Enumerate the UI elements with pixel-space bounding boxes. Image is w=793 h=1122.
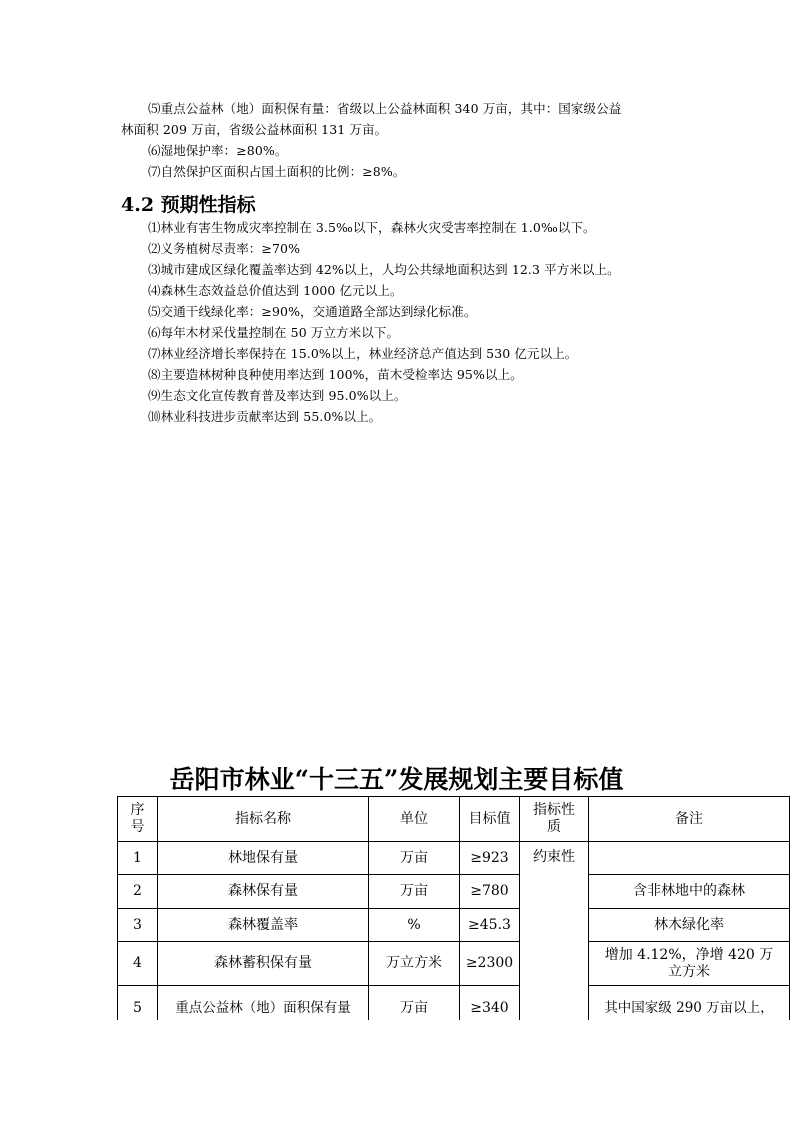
expected-item: ⑻主要造林树种良种使用率达到 100%，苗木受检率达 95%以上。 bbox=[148, 367, 523, 382]
header-nature: 指标性 质 bbox=[520, 797, 589, 842]
table-row bbox=[118, 875, 790, 909]
table-header-row bbox=[118, 797, 790, 842]
cell-target: ≥45.3 bbox=[460, 909, 520, 942]
paragraph-5-line1: ⑸重点公益林（地）面积保有量：省级以上公益林面积 340 万亩，其中：国家级公益 bbox=[148, 101, 622, 116]
cell-seq: 3 bbox=[118, 909, 158, 942]
cell-target: ≥923 bbox=[460, 842, 520, 875]
cell-target: ≥340 bbox=[460, 986, 520, 1021]
cell-unit: 万立方米 bbox=[369, 942, 460, 986]
cell-remark: 林木绿化率 bbox=[589, 909, 790, 942]
table-row bbox=[118, 986, 790, 1021]
table-row bbox=[118, 842, 790, 875]
expected-item: ⑺林业经济增长率保持在 15.0%以上，林业经济总产值达到 530 亿元以上。 bbox=[148, 346, 578, 361]
table-title: 岳阳市林业“十三五”发展规划主要目标值 bbox=[169, 765, 624, 794]
cell-name: 重点公益林（地）面积保有量 bbox=[158, 986, 369, 1021]
cell-unit: 万亩 bbox=[369, 986, 460, 1021]
cell-seq: 1 bbox=[118, 842, 158, 875]
cell-unit: 万亩 bbox=[369, 842, 460, 875]
expected-item: ⑵义务植树尽责率：≥70% bbox=[148, 241, 301, 256]
cell-seq: 4 bbox=[118, 942, 158, 986]
paragraph-5-line2: 林面积 209 万亩，省级公益林面积 131 万亩。 bbox=[121, 122, 388, 137]
header-seq: 序 号 bbox=[118, 797, 158, 842]
expected-item: ⑴林业有害生物成灾率控制在 3.5‰以下，森林火灾受害率控制在 1.0‰以下。 bbox=[148, 220, 596, 235]
expected-item: ⑷森林生态效益总价值达到 1000 亿元以上。 bbox=[148, 283, 403, 298]
cell-remark bbox=[589, 842, 790, 875]
header-name: 指标名称 bbox=[158, 797, 369, 842]
expected-item: ⑶城市建成区绿化覆盖率达到 42%以上，人均公共绿地面积达到 12.3 平方米以上。 bbox=[148, 262, 620, 277]
cell-target: ≥780 bbox=[460, 875, 520, 909]
cell-nature: 约束性 bbox=[520, 842, 589, 1021]
expected-item: ⑽林业科技进步贡献率达到 55.0%以上。 bbox=[148, 409, 382, 424]
table-row bbox=[118, 909, 790, 942]
cell-seq: 5 bbox=[118, 986, 158, 1021]
table-row bbox=[118, 942, 790, 986]
header-target: 目标值 bbox=[460, 797, 520, 842]
expected-item: ⑸交通干线绿化率：≥90%，交通道路全部达到绿化标准。 bbox=[148, 304, 477, 319]
cell-unit: 万亩 bbox=[369, 875, 460, 909]
cell-remark: 其中国家级 290 万亩以上， bbox=[589, 986, 790, 1021]
cell-remark: 含非林地中的森林 bbox=[589, 875, 790, 909]
cell-name: 林地保有量 bbox=[158, 842, 369, 875]
header-remark: 备注 bbox=[589, 797, 790, 842]
cell-seq: 2 bbox=[118, 875, 158, 909]
cell-name: 森林保有量 bbox=[158, 875, 369, 909]
expected-item: ⑹每年木材采伐量控制在 50 万立方米以下。 bbox=[148, 325, 400, 340]
cell-remark: 增加 4.12%，净增 420 万 立方米 bbox=[589, 942, 790, 986]
cell-target: ≥2300 bbox=[460, 942, 520, 986]
paragraph-7: ⑺自然保护区面积占国土面积的比例：≥8%。 bbox=[148, 164, 406, 179]
section-heading: 4.2 预期性指标 bbox=[121, 194, 256, 216]
header-unit: 单位 bbox=[369, 797, 460, 842]
cell-name: 森林覆盖率 bbox=[158, 909, 369, 942]
paragraph-6: ⑹湿地保护率：≥80%。 bbox=[148, 143, 288, 158]
targets-table bbox=[117, 796, 790, 1020]
expected-item: ⑼生态文化宣传教育普及率达到 95.0%以上。 bbox=[148, 388, 407, 403]
cell-unit: % bbox=[369, 909, 460, 942]
cell-name: 森林蓄积保有量 bbox=[158, 942, 369, 986]
